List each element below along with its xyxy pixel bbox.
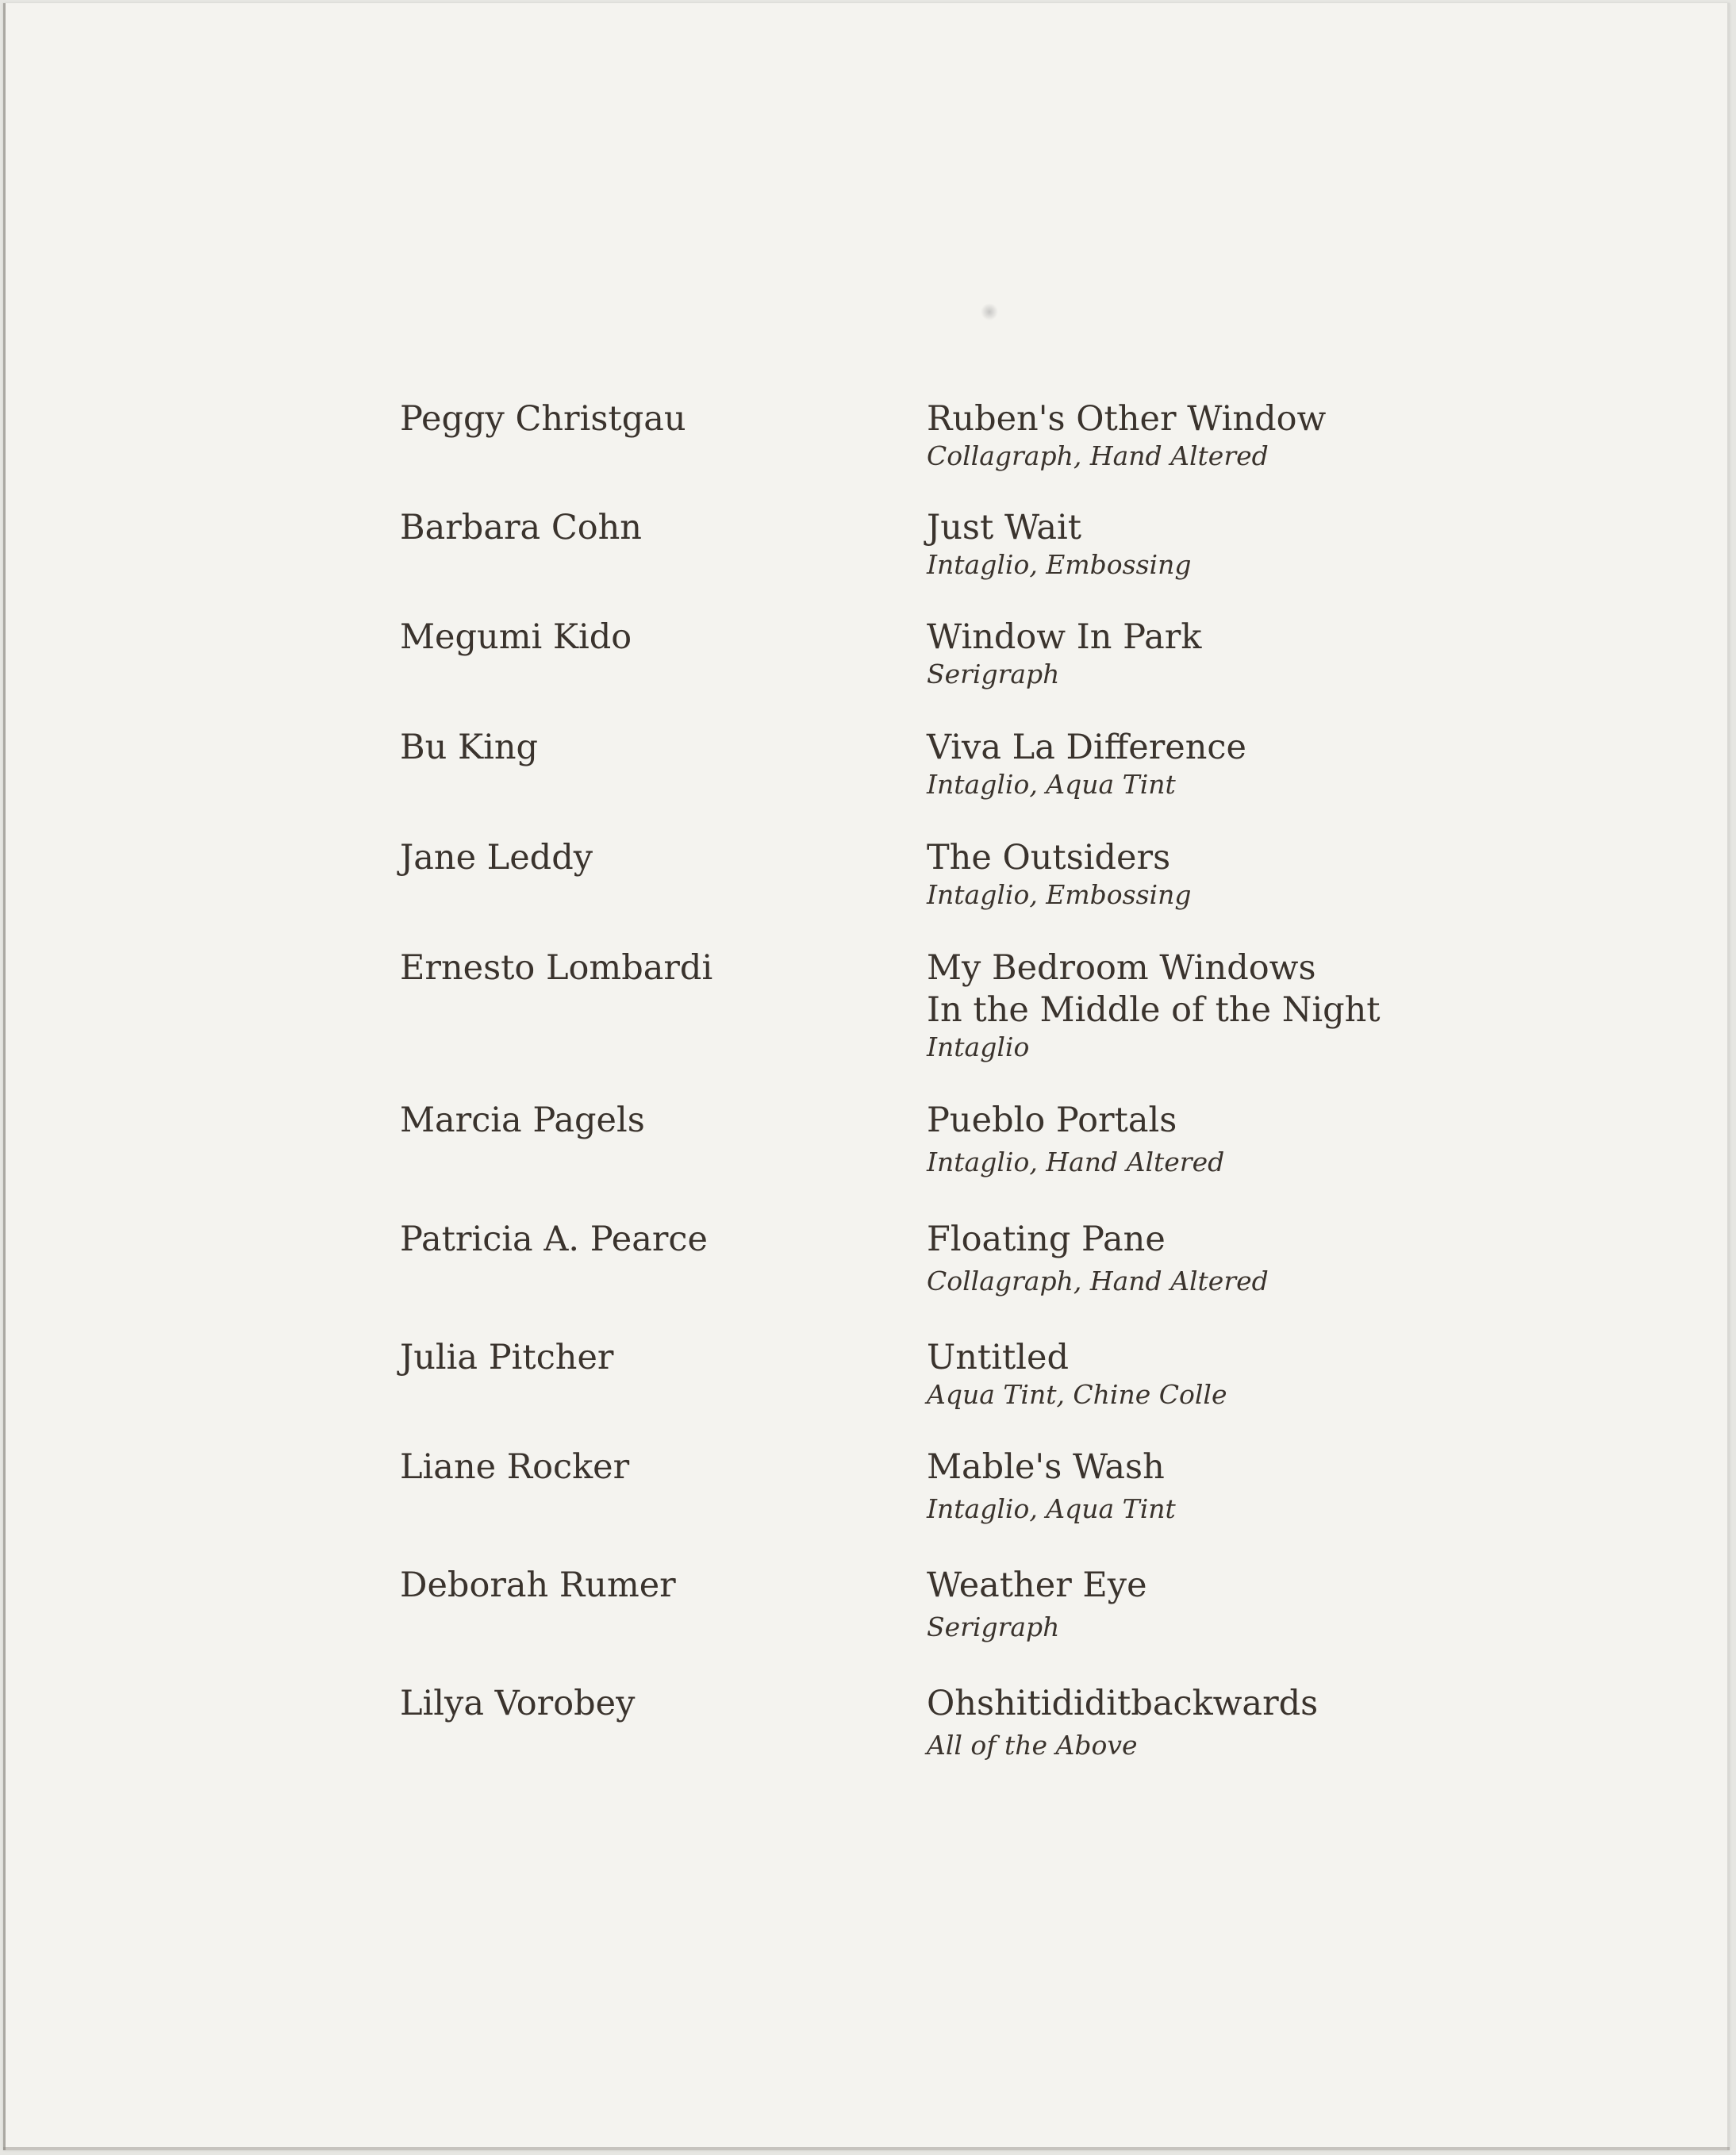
artist-name: Jane Leddy [400, 838, 593, 878]
deckle-edge-right [1727, 3, 1730, 2150]
artwork-title: Ruben's Other Window [927, 399, 1327, 439]
artwork-title: Pueblo Portals [927, 1101, 1177, 1140]
deckle-edge-bottom [3, 2147, 1730, 2150]
artwork-medium: Serigraph [927, 1611, 1060, 1642]
deckle-edge-left [3, 3, 6, 2150]
artwork [927, 1100, 1720, 1178]
artwork [927, 837, 1720, 911]
artwork-medium: Intaglio [927, 1031, 1030, 1062]
artwork-medium: Intaglio, Aqua Tint [927, 769, 1176, 800]
artist-name: Deborah Rumer [400, 1565, 676, 1605]
artwork-title: Viva La Difference [927, 728, 1246, 767]
artwork-medium: Aqua Tint, Chine Colle [927, 1379, 1227, 1410]
artwork-title: Weather Eye [927, 1565, 1147, 1605]
artist-name: Lilya Vorobey [400, 1684, 636, 1723]
artist-name: Megumi Kido [400, 617, 632, 657]
artwork [927, 507, 1720, 581]
artwork-medium: Intaglio, Hand Altered [927, 1147, 1225, 1177]
artwork-title: Window In Park [927, 617, 1202, 657]
artwork [927, 1446, 1720, 1525]
artist-name: Julia Pitcher [400, 1338, 614, 1377]
artwork [927, 617, 1720, 690]
artwork-medium: Collagraph, Hand Altered [927, 1266, 1269, 1296]
artist-name: Barbara Cohn [400, 508, 642, 547]
artwork-medium: Intaglio, Aqua Tint [927, 1493, 1176, 1524]
artwork-title: Just Wait [927, 508, 1082, 547]
artwork [927, 1565, 1720, 1643]
artist-name: Peggy Christgau [400, 399, 686, 439]
artist-name: Marcia Pagels [400, 1101, 645, 1140]
artwork-medium: Serigraph [927, 659, 1060, 690]
artwork [927, 1337, 1720, 1411]
artwork-medium: All of the Above [927, 1730, 1138, 1761]
artist-name: Ernesto Lombardi [400, 948, 713, 988]
artist-name: Bu King [400, 728, 539, 767]
paper-speck [981, 303, 998, 321]
artwork-title: Floating Pane [927, 1220, 1166, 1259]
artwork-title: The Outsiders [927, 838, 1171, 878]
artwork-medium: Intaglio, Embossing [927, 549, 1192, 580]
artwork [927, 398, 1720, 472]
artwork [927, 727, 1720, 801]
artwork-title: Ohshitididitbackwards [927, 1684, 1319, 1723]
artwork [927, 1219, 1720, 1297]
artist-name: Patricia A. Pearce [400, 1220, 708, 1259]
artist-name: Liane Rocker [400, 1447, 630, 1487]
artwork-title: In the Middle of the Night [927, 990, 1381, 1030]
artwork-medium: Intaglio, Embossing [927, 879, 1192, 910]
artwork-title: Untitled [927, 1338, 1069, 1377]
artwork [927, 947, 1720, 1063]
artwork-title: My Bedroom Windows [927, 948, 1316, 988]
artwork-medium: Collagraph, Hand Altered [927, 440, 1269, 471]
artwork [927, 1683, 1720, 1761]
paper-sheet [3, 3, 1730, 2150]
artwork-title: Mable's Wash [927, 1447, 1165, 1487]
